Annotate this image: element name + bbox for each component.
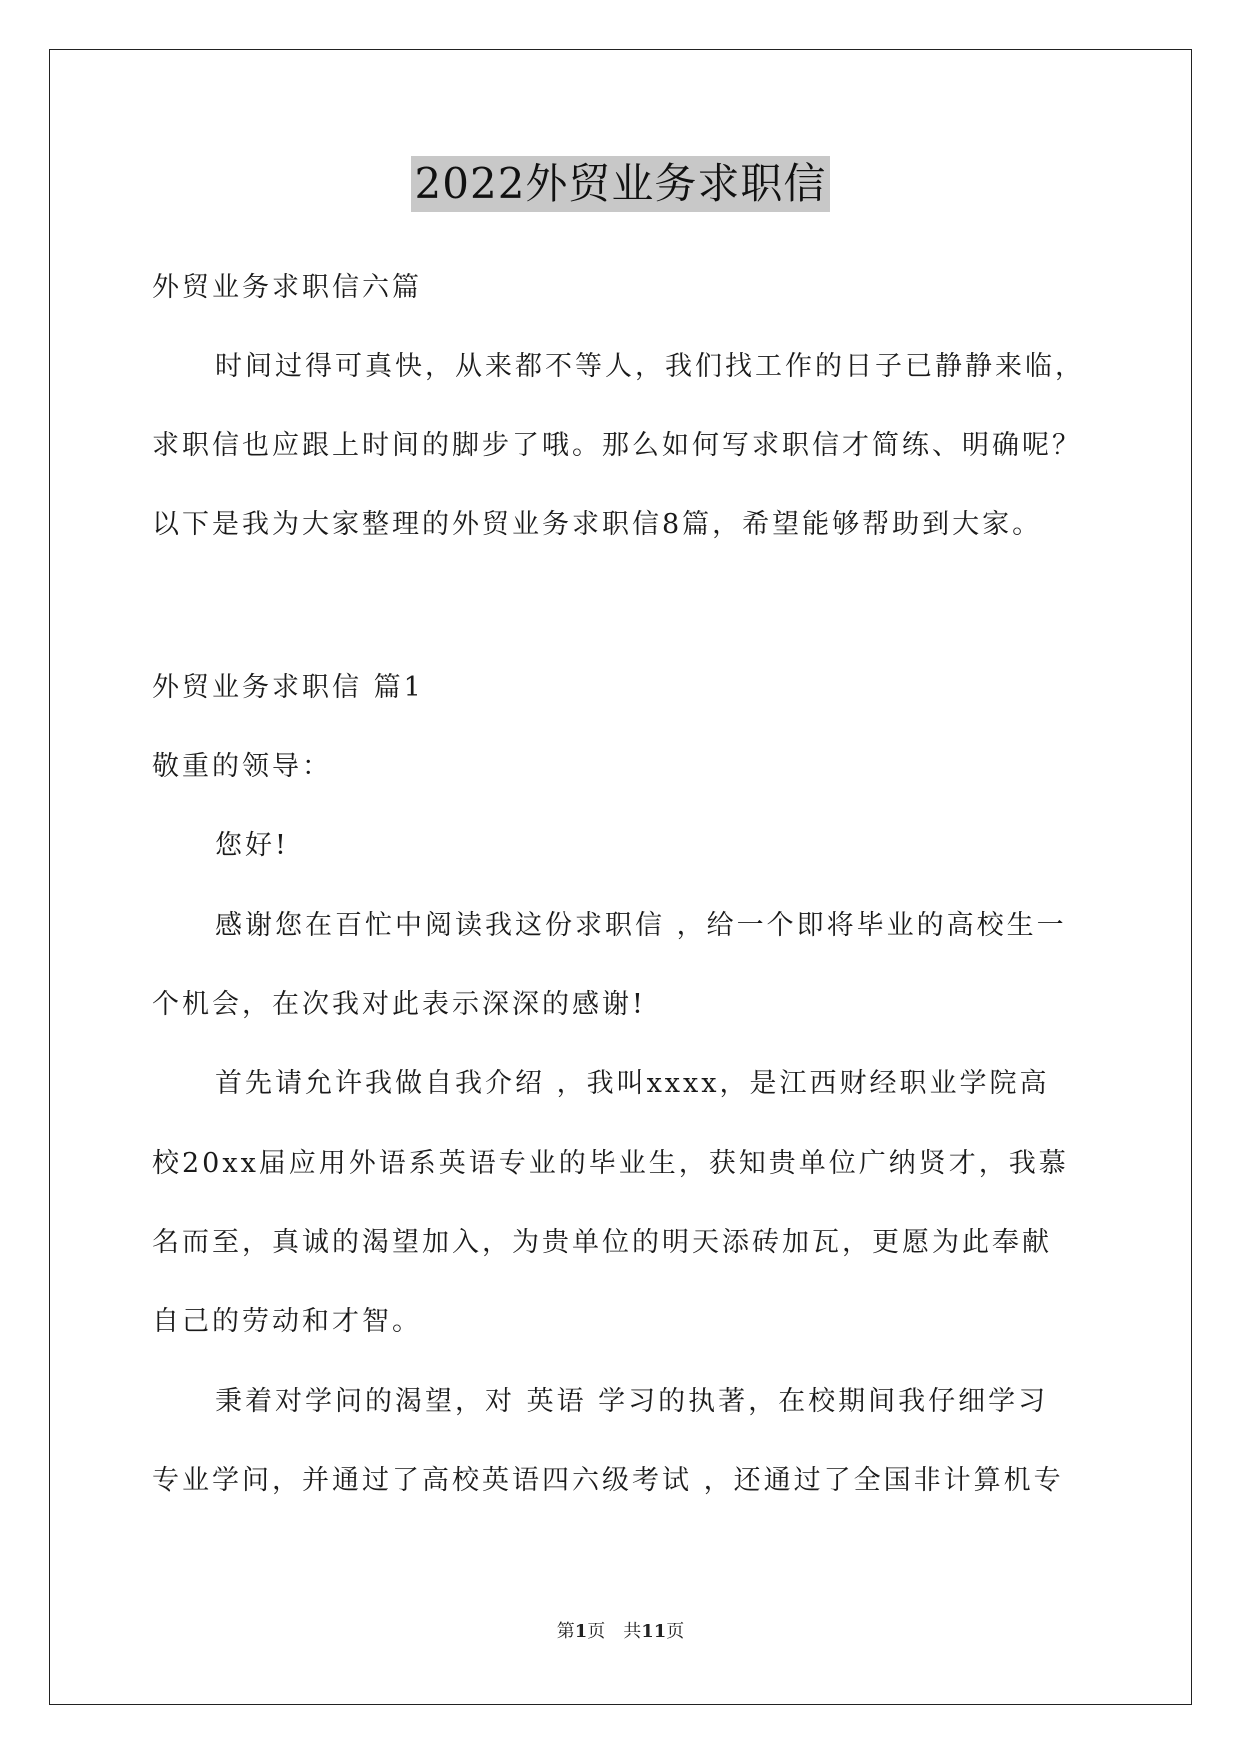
body-line: 自己的劳动和才智。 [152,1306,422,1337]
salutation: 敬重的领导： [152,751,332,782]
total-pages: 11 [641,1621,667,1642]
greeting: 您好! [215,830,289,861]
section-heading: 外贸业务求职信 篇1 [152,672,424,703]
page-number: 1 [574,1621,588,1642]
total-suffix: 页 [666,1621,685,1642]
page-footer [0,1620,1241,1644]
body-line: 秉着对学问的渴望，对 英语 学习的执著，在校期间我仔细学习 [215,1386,1049,1417]
total-prefix: 共 [623,1621,642,1642]
document-title: 2022外贸业务求职信 [411,156,831,212]
subtitle: 外贸业务求职信六篇 [152,272,422,303]
page-suffix: 页 [587,1621,606,1642]
page-prefix: 第 [556,1621,575,1642]
body-line: 首先请允许我做自我介绍 ，我叫xxxx，是江西财经职业学院高 [215,1068,1050,1099]
body-line: 感谢您在百忙中阅读我这份求职信 ，给一个即将毕业的高校生一 [215,910,1067,941]
body-line: 校20xx届应用外语系英语专业的毕业生，获知贵单位广纳贤才，我慕 [152,1148,1069,1179]
title-container [0,156,1241,212]
intro-line: 时间过得可真快，从来都不等人，我们找工作的日子已静静来临， [215,351,1085,382]
body-line: 名而至，真诚的渴望加入，为贵单位的明天添砖加瓦，更愿为此奉献 [152,1227,1052,1258]
intro-line: 求职信也应跟上时间的脚步了哦。那么如何写求职信才简练、明确呢？ [152,430,1082,461]
intro-line: 以下是我为大家整理的外贸业务求职信8篇，希望能够帮助到大家。 [152,509,1043,540]
body-line: 专业学问，并通过了高校英语四六级考试 ，还通过了全国非计算机专 [152,1465,1064,1496]
body-line: 个机会，在次我对此表示深深的感谢! [152,989,646,1020]
